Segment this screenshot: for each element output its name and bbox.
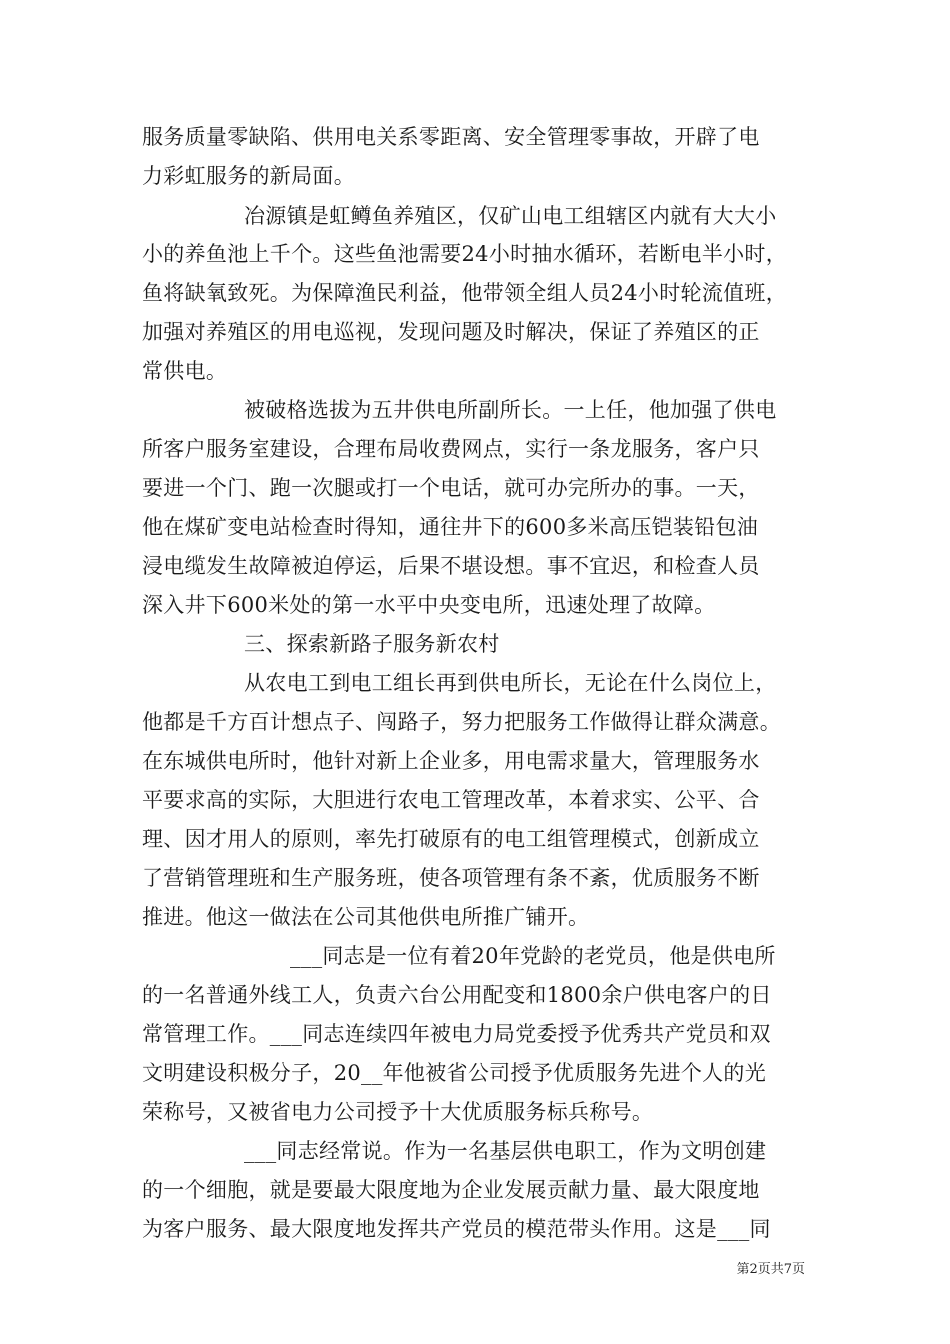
text-line: 他在煤矿变电站检查时得知，通往井下的600多米高压铠装铅包油 (142, 515, 759, 539)
text-line: 文明建设积极分子，20__年他被省公司授予优质服务先进个人的光 (142, 1061, 767, 1085)
text-line: 的一个细胞，就是要最大限度地为企业发展贡献力量、最大限度地 (142, 1178, 760, 1202)
text-line: 力彩虹服务的新局面。 (142, 164, 355, 188)
paragraph-start: ___同志是一位有着20年党龄的老党员，他是供电所 (290, 944, 776, 968)
paragraph-start: 冶源镇是虹鳟鱼养殖区，仅矿山电工组辖区内就有大大小 (244, 204, 777, 228)
text-line: 了营销管理班和生产服务班，使各项管理有条不紊，优质服务不断 (142, 866, 760, 890)
paragraph-start: 被破格选拔为五井供电所副所长。一上任，他加强了供电 (244, 398, 777, 422)
text-line: 常管理工作。___同志连续四年被电力局党委授予优秀共产党员和双 (142, 1022, 771, 1046)
text-line: 推进。他这一做法在公司其他供电所推广铺开。 (142, 905, 590, 929)
text-line: 服务质量零缺陷、供用电关系零距离、安全管理零事故，开辟了电 (142, 125, 760, 149)
text-line: 要进一个门、跑一次腿或打一个电话，就可办完所办的事。一天， (142, 476, 760, 500)
text-line: 常供电。 (142, 359, 228, 383)
paragraph-start: ___同志经常说。作为一名基层供电职工，作为文明创建 (244, 1139, 767, 1163)
text-line: 平要求高的实际，大胆进行农电工管理改革，本着求实、公平、合 (142, 788, 760, 812)
section-heading: 三、探索新路子服务新农村 (244, 632, 500, 656)
text-line: 理、因才用人的原则，率先打破原有的电工组管理模式，创新成立 (142, 827, 760, 851)
page-number: 第2页共7页 (736, 1262, 805, 1277)
text-line: 所客户服务室建设，合理布局收费网点，实行一条龙服务，客户只 (142, 437, 760, 461)
text-line: 为客户服务、最大限度地发挥共产党员的模范带头作用。这是___同 (142, 1217, 771, 1241)
text-line: 他都是千方百计想点子、闯路子，努力把服务工作做得让群众满意。 (142, 710, 781, 734)
paragraph-start: 从农电工到电工组长再到供电所长，无论在什么岗位上， (244, 671, 777, 695)
text-line: 荣称号，又被省电力公司授予十大优质服务标兵称号。 (142, 1100, 654, 1124)
text-line: 在东城供电所时，他针对新上企业多，用电需求量大，管理服务水 (142, 749, 760, 773)
text-line: 小的养鱼池上千个。这些鱼池需要24小时抽水循环，若断电半小时， (142, 242, 788, 266)
text-line: 加强对养殖区的用电巡视，发现问题及时解决，保证了养殖区的正 (142, 320, 760, 344)
text-line: 深入井下600米处的第一水平中央变电所，迅速处理了故障。 (142, 593, 716, 617)
text-line: 鱼将缺氧致死。为保障渔民利益，他带领全组人员24小时轮流值班， (142, 281, 788, 305)
text-line: 浸电缆发生故障被迫停运，后果不堪设想。事不宜迟，和检查人员 (142, 554, 760, 578)
text-line: 的一名普通外线工人，负责六台公用配变和1800余户供电客户的日 (142, 983, 772, 1007)
